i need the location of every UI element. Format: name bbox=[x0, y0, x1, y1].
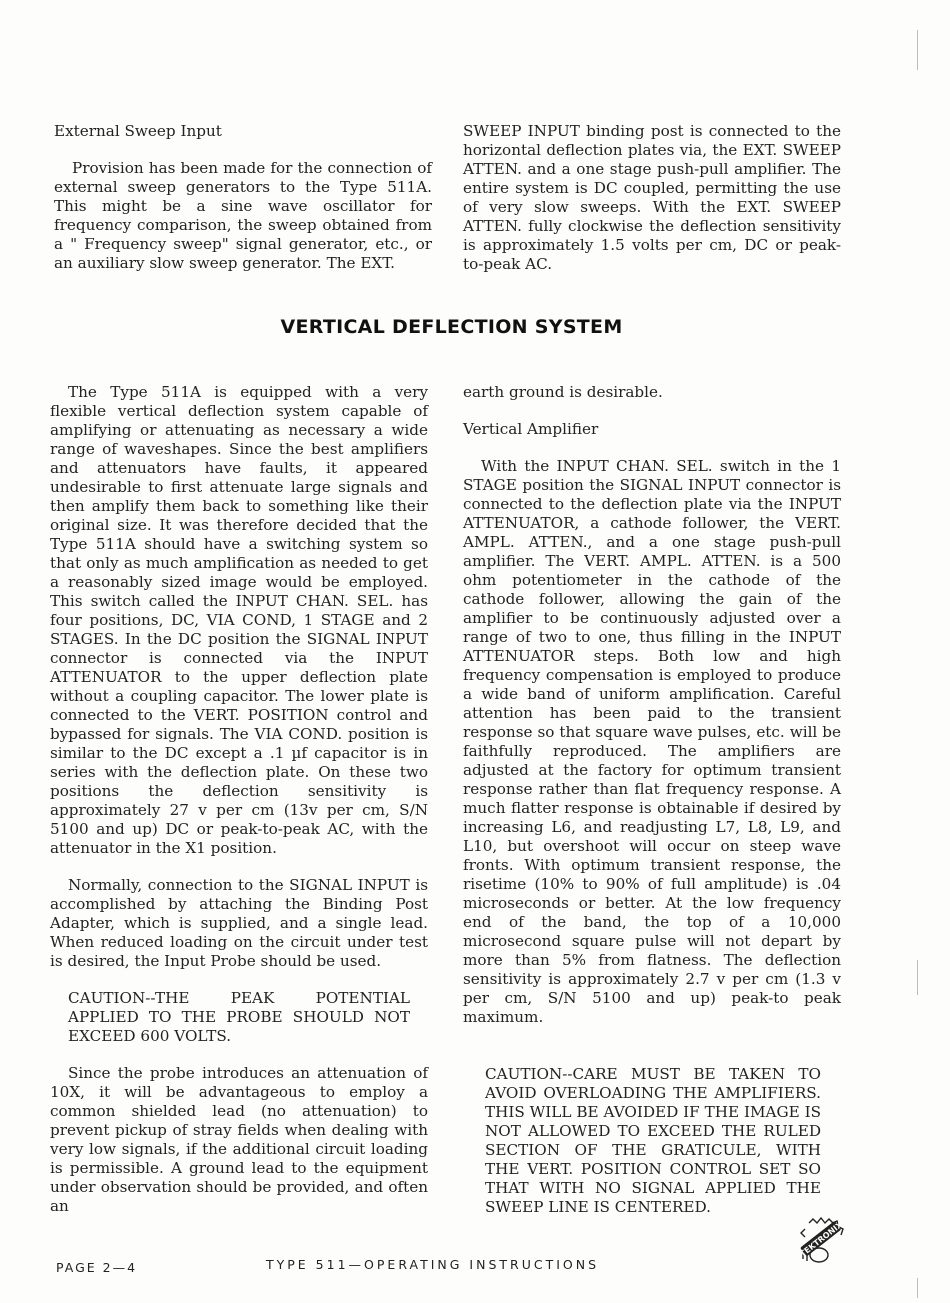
scan-edge-mark bbox=[917, 960, 918, 995]
footer-title: TYPE 511—OPERATING INSTRUCTIONS bbox=[266, 1257, 600, 1272]
external-sweep-paragraph-cont: SWEEP INPUT binding post is connected to the horizontal deflection plates via, the EXT. SWEEP ATTEN. and a one stage push-pull amplifier. The entire system is DC coupled, permitting the use of very slow sweeps. With the EXT. SWEEP ATTEN. fully clockwise the deflection sensitivity is approximately 1.5 volts per cm, DC or peak-to-peak AC. bbox=[463, 122, 841, 273]
vertical-deflection-left-column bbox=[50, 383, 428, 1216]
external-sweep-paragraph: Provision has been made for the connection of external sweep generators to the Type 511A. This might be a sine wave oscillator for frequency comparison, the sweep obtained from a " Frequency sweep" signal generator, etc., or an auxiliary slow sweep generator. The EXT. bbox=[54, 159, 432, 272]
scan-edge-mark bbox=[917, 1278, 918, 1298]
tektronix-logo-icon bbox=[795, 1215, 847, 1267]
vertical-amplifier-paragraph: With the INPUT CHAN. SEL. switch in the 1 STAGE position the SIGNAL INPUT connector is connected to the deflection plate via the INPUT ATTENUATOR, a cathode follower, the VERT. AMPL. ATTEN., and a one stage push-pull amplifier. The VERT. AMPL. ATTEN. is a 500 ohm potentiometer in the cathode of the cathode follower, allowing the gain of the amplifier to be continuously adjusted over a range of two to one, thus filling in the INPUT ATTENUATOR steps. Both low and high frequency compensation is employed to produce a wide band of uniform amplification. Careful attention has been paid to the transient response so that square wave pulses, etc. will be faithfully reproduced. The amplifiers are adjusted at the factory for optimum transient response rather than flat frequency response. A much flatter response is obtainable if desired by increasing L6, and readjusting L7, L8, L9, and L10, but overshoot will occur on steep wave fronts. With optimum transient response, the risetime (10% to 90% of full amplitude) is .04 microseconds or better. At the low frequency end of the band, the top of a 10,000 microsecond square pulse will not depart by more than 5% from flatness. The deflection sensitivity is approximately 2.7 v per cm (1.3 v per cm, S/N 5100 and up) peak-to peak maximum. bbox=[463, 457, 841, 1026]
amplifier-caution: CAUTION--CARE MUST BE TAKEN TO AVOID OVERLOADING THE AMPLIFIERS. THIS WILL BE AVOIDED IF THE IMAGE IS NOT ALLOWED TO EXCEED THE RULED SECTION OF THE GRATICULE, WITH THE VERT. POSITION CONTROL SET SO THAT WITH NO SIGNAL APPLIED THE SWEEP LINE IS CENTERED. bbox=[485, 1065, 821, 1216]
earth-ground-line: earth ground is desirable. bbox=[463, 383, 663, 401]
vertical-deflection-right-column bbox=[463, 383, 841, 1217]
vertical-deflection-paragraph-1: The Type 511A is equipped with a very flexible vertical deflection system capable of amplifying or attenuating as necessary a wide range of waveshapes. Since the best amplifiers and attenuators have faults, it appeared undesirable to first attenuate large signals and then amplify them back to something like their original size. It was therefore decided that the Type 511A should have a switching system so that only as much amplification as needed to get a reasonably sized image would be employed. This switch called the INPUT CHAN. SEL. has four positions, DC, VIA COND, 1 STAGE and 2 STAGES. In the DC position the SIGNAL INPUT connector is connected via the INPUT ATTENUATOR to the upper deflection plate without a coupling capacitor. The lower plate is connected to the VERT. POSITION control and bypassed for signals. The VIA COND. position is similar to the DC except a .1 µf capacitor is in series with the deflection plate. On these two positions the deflection sensitivity is approximately 27 v per cm (13v per cm, S/N 5100 and up) DC or peak-to-peak AC, with the attenuator in the X1 position. bbox=[50, 383, 428, 857]
vertical-deflection-paragraph-2: Normally, connection to the SIGNAL INPUT is accomplished by attaching the Binding Post Adapter, which is supplied, and a single lead. When reduced loading on the circuit under test is desired, the Input Probe should be used. bbox=[50, 876, 428, 970]
probe-caution: CAUTION--THE PEAK POTENTIAL APPLIED TO THE PROBE SHOULD NOT EXCEED 600 VOLTS. bbox=[68, 989, 410, 1045]
vertical-deflection-paragraph-3: Since the probe introduces an attenuation of 10X, it will be advantageous to employ a common shielded lead (no attenuation) to prevent pickup of stray fields when dealing with very low signals, if the additional circuit loading is permissible. A ground lead to the equipment under observation should be provided, and often an bbox=[50, 1064, 428, 1215]
svg-text:TEKTRONIX: TEKTRONIX bbox=[798, 1220, 845, 1259]
section-title: VERTICAL DEFLECTION SYSTEM bbox=[280, 316, 623, 338]
external-sweep-continued bbox=[463, 122, 841, 274]
page-number: PAGE 2—4 bbox=[56, 1260, 138, 1275]
vertical-amplifier-heading: Vertical Amplifier bbox=[463, 420, 599, 438]
external-sweep-heading: External Sweep Input bbox=[54, 122, 222, 140]
external-sweep-section bbox=[54, 122, 432, 273]
scan-edge-mark bbox=[917, 30, 918, 70]
